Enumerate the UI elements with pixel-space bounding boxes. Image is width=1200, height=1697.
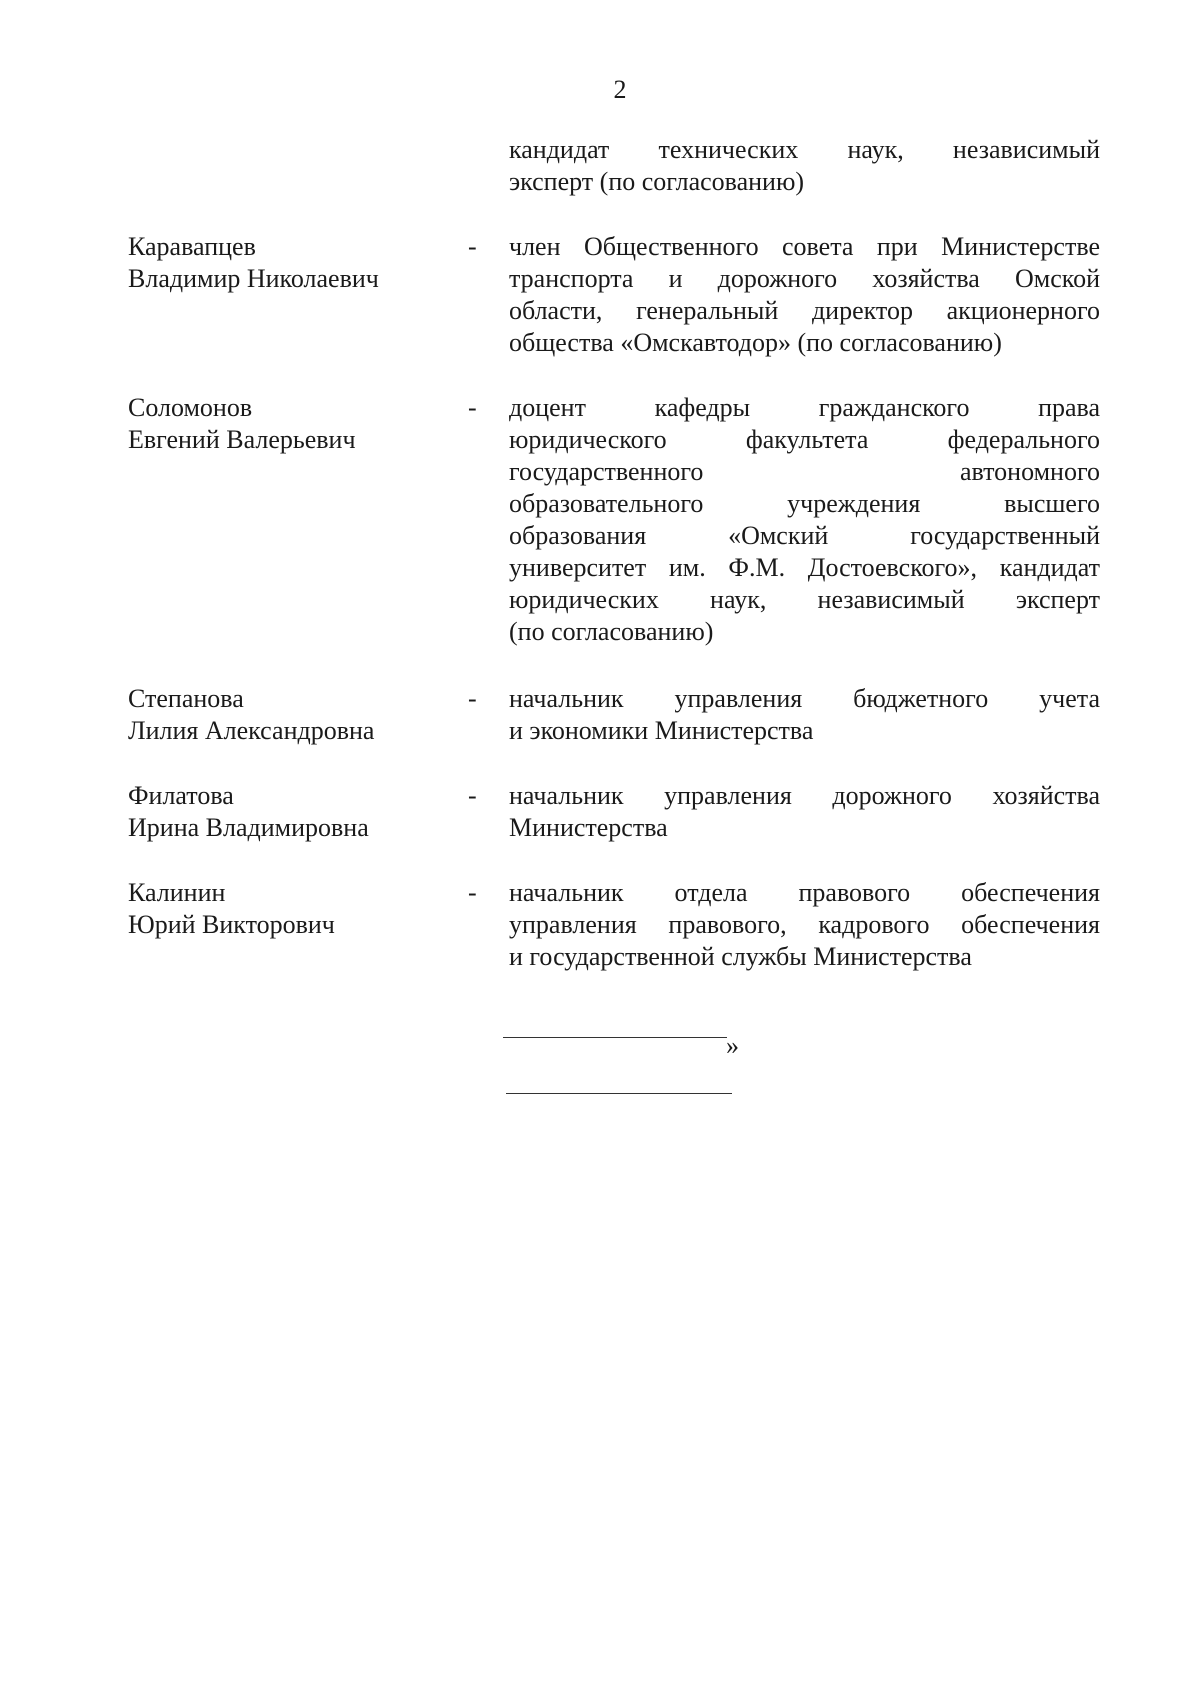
member-dash: - xyxy=(468,781,477,810)
member-name xyxy=(128,877,335,941)
closing-quote-mark: » xyxy=(726,1031,739,1060)
continuation-description xyxy=(509,134,1100,198)
member-description xyxy=(509,780,1100,844)
member-description xyxy=(509,231,1100,359)
member-description xyxy=(509,392,1100,648)
member-name xyxy=(128,231,379,295)
description-line: начальник отдела правового обеспечения xyxy=(509,878,1100,907)
end-of-document-line xyxy=(506,1093,732,1094)
description-line: член Общественного совета при Министерстве xyxy=(509,232,1100,261)
member-surname: Каравапцев xyxy=(128,232,256,261)
description-line: университет им. Ф.М. Достоевского», кандидат xyxy=(509,553,1100,582)
member-name xyxy=(128,392,356,456)
description-line: государственного автономного xyxy=(509,457,1100,486)
description-line: эксперт (по согласованию) xyxy=(509,167,805,196)
description-line: доцент кафедры гражданского права xyxy=(509,393,1100,422)
member-dash: - xyxy=(468,232,477,261)
description-line: Министерства xyxy=(509,813,668,842)
member-given-names: Лилия Александровна xyxy=(128,716,375,745)
description-line: кандидат технических наук, независимый xyxy=(509,135,1100,164)
description-line: и государственной службы Министерства xyxy=(509,942,972,971)
description-line: начальник управления дорожного хозяйства xyxy=(509,781,1100,810)
description-line: начальник управления бюджетного учета xyxy=(509,684,1100,713)
member-surname: Степанова xyxy=(128,684,244,713)
description-line: образовательного учреждения высшего xyxy=(509,489,1100,518)
member-surname: Калинин xyxy=(128,878,226,907)
description-line: управления правового, кадрового обеспечения xyxy=(509,910,1100,939)
description-line: образования «Омский государственный xyxy=(509,521,1100,550)
member-dash: - xyxy=(468,393,477,422)
member-name xyxy=(128,780,369,844)
member-description xyxy=(509,683,1100,747)
member-dash: - xyxy=(468,878,477,907)
description-line: юридических наук, независимый эксперт xyxy=(509,585,1100,614)
member-given-names: Владимир Николаевич xyxy=(128,264,379,293)
member-dash: - xyxy=(468,684,477,713)
member-given-names: Юрий Викторович xyxy=(128,910,335,939)
member-name xyxy=(128,683,374,747)
description-line: общества «Омскавтодор» (по согласованию) xyxy=(509,328,1002,357)
description-line: юридического факультета федерального xyxy=(509,425,1100,454)
page-number: 2 xyxy=(613,75,627,104)
description-line: транспорта и дорожного хозяйства Омской xyxy=(509,264,1100,293)
member-surname: Филатова xyxy=(128,781,234,810)
closing-underline xyxy=(503,1037,727,1038)
member-given-names: Ирина Владимировна xyxy=(128,813,369,842)
description-line: и экономики Министерства xyxy=(509,716,814,745)
description-line: области, генеральный директор акционерного xyxy=(509,296,1100,325)
member-surname: Соломонов xyxy=(128,393,253,422)
member-description xyxy=(509,877,1100,973)
member-given-names: Евгений Валерьевич xyxy=(128,425,356,454)
description-line: (по согласованию) xyxy=(509,617,714,646)
